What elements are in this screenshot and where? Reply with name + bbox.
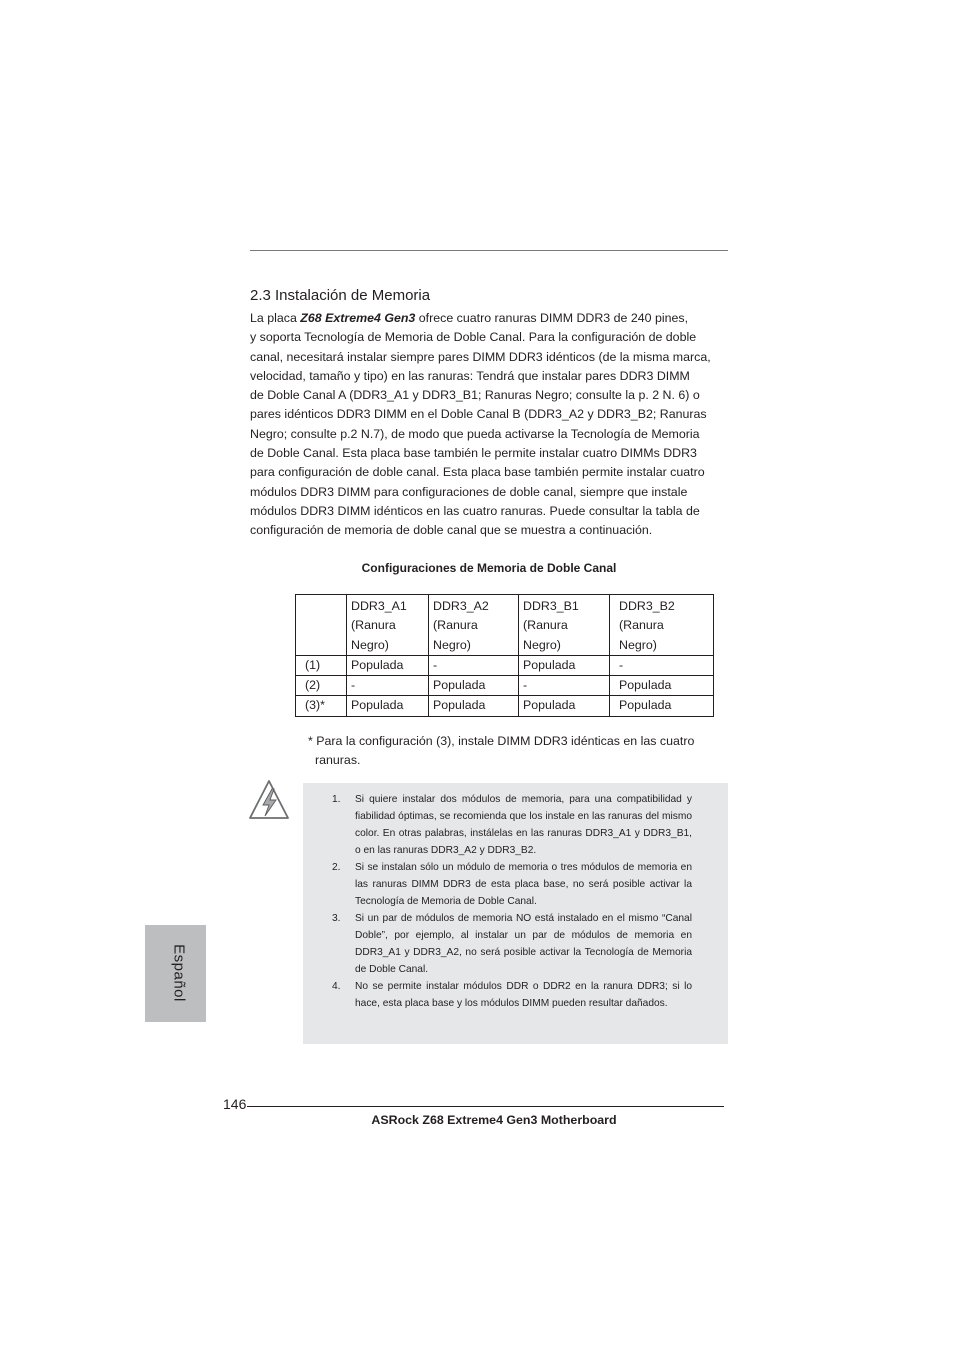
item-text: No se permite instalar módulos DDR o DDR2 en la ranura DDR3; si lo hace, esta placa base y los módulos DIMM pueden resultar dañados. [355,981,692,1009]
list-item [325,978,692,1012]
page-number: 146 [223,1096,247,1112]
list-item [325,859,692,910]
table-cell: - [610,655,714,675]
item-number: 4. [332,981,341,992]
table-cell: Populada [610,676,714,696]
top-divider [250,250,728,251]
intro-line: de Doble Canal A (DDR3_A1 y DDR3_B1; Ranuras Negro; consulte la p. 2 N. 6) o [250,388,700,403]
intro-line: Negro; consulte p.2 N.7), de modo que pueda activarse la Tecnología de Memoria [250,426,700,441]
note-line-1: * Para la configuración (3), instale DIMM DDR3 idénticas en las cuatro [308,734,695,748]
table-cell: - [519,676,610,696]
footer-text: ASRock Z68 Extreme4 Gen3 Motherboard [371,1113,617,1127]
item-text: Si un par de módulos de memoria NO está instalado en el mismo “Canal Doble”, por ejemplo, al instalar un par de módulos de memoria en DDR3_A1 y DDR3_A2, no será posible activar la Tecnología de Memoria de Doble Canal. [355,913,692,975]
intro-line1-post: ofrece cuatro ranuras DIMM DDR3 de 240 pines, [415,311,689,325]
warning-lightning-icon [248,778,290,822]
table-cell: Populada [519,655,610,675]
item-number: 2. [332,862,341,873]
table-cell: Populada [347,655,429,675]
intro-line: módulos DDR3 DIMM para configuraciones de doble canal, siempre que instale [250,484,688,499]
note-line-2: ranuras. [315,753,361,768]
table-header-row [296,595,714,656]
header-ddr3-a2: DDR3_A2 (Ranura Negro) [429,595,519,656]
table-cell: Populada [610,696,714,716]
memory-config-table [295,594,714,717]
header-ddr3-b2: DDR3_B2 (Ranura Negro) [610,595,714,656]
intro-line: para configuración de doble canal. Esta placa base también permite instalar cuatro [250,465,705,480]
table-cell: Populada [429,696,519,716]
section-title: 2.3 Instalación de Memoria [250,287,431,304]
item-number: 1. [332,794,341,805]
header-ddr3-b1: DDR3_B1 (Ranura Negro) [519,595,610,656]
intro-line: pares idénticos DDR3 DIMM en el Doble Canal B (DDR3_A2 y DDR3_B2; Ranuras [250,407,707,422]
intro-line: de Doble Canal. Esta placa base también le permite instalar cuatro DIMMs DDR3 [250,446,697,461]
table-cell: - [347,676,429,696]
language-label: Español [170,944,188,1002]
table-caption: Configuraciones de Memoria de Doble Canal [361,561,617,575]
intro-line: módulos DDR3 DIMM idénticos en las cuatro ranuras. Puede consultar la tabla de [250,503,700,518]
info-list [325,791,692,1012]
config-note [308,732,718,771]
table-cell: Populada [519,696,610,716]
row-label: (1) [296,655,347,675]
footer-divider [247,1106,724,1107]
intro-line: configuración de memoria de doble canal que se muestra a continuación. [250,523,653,538]
table-cell: - [429,655,519,675]
intro-paragraph [250,309,730,541]
language-side-tab [145,925,206,1022]
table-row [296,696,714,716]
intro-line: velocidad, tamaño y tipo) en las ranuras: Tendrá que instalar pares DDR3 DIMM [250,368,690,383]
table-row [296,676,714,696]
list-item [325,910,692,978]
intro-line-1 [250,309,730,328]
item-text: Si quiere instalar dos módulos de memoria, para una compatibilidad y fiabilidad óptimas, se recomienda que los instale en las ranuras del mismo color. En otras palabras, instálelas en las ranuras DDR3_A1 y DDR3_B1, o en las ranuras DDR3_A2 y DDR3_B2. [355,794,692,856]
list-item [325,791,692,859]
table-cell: Populada [429,676,519,696]
intro-line: canal, necesitará instalar siempre pares DIMM DDR3 idénticos (de la misma marca, [250,349,711,364]
item-number: 3. [332,913,341,924]
board-name: Z68 Extreme4 Gen3 [300,311,416,325]
item-text: Si se instalan sólo un módulo de memoria o tres módulos de memoria en las ranuras DIMM DDR3 de esta placa base, no será posible activar la Tecnología de Memoria de Doble Canal. [355,862,692,907]
table-row [296,655,714,675]
row-label: (2) [296,676,347,696]
row-label: (3)* [296,696,347,716]
intro-pre: La placa [250,311,301,325]
intro-line: y soporta Tecnología de Memoria de Doble Canal. Para la configuración de doble [250,330,697,345]
table-corner-cell [296,595,347,656]
table-cell: Populada [347,696,429,716]
header-ddr3-a1: DDR3_A1 (Ranura Negro) [347,595,429,656]
info-box [303,783,728,1044]
